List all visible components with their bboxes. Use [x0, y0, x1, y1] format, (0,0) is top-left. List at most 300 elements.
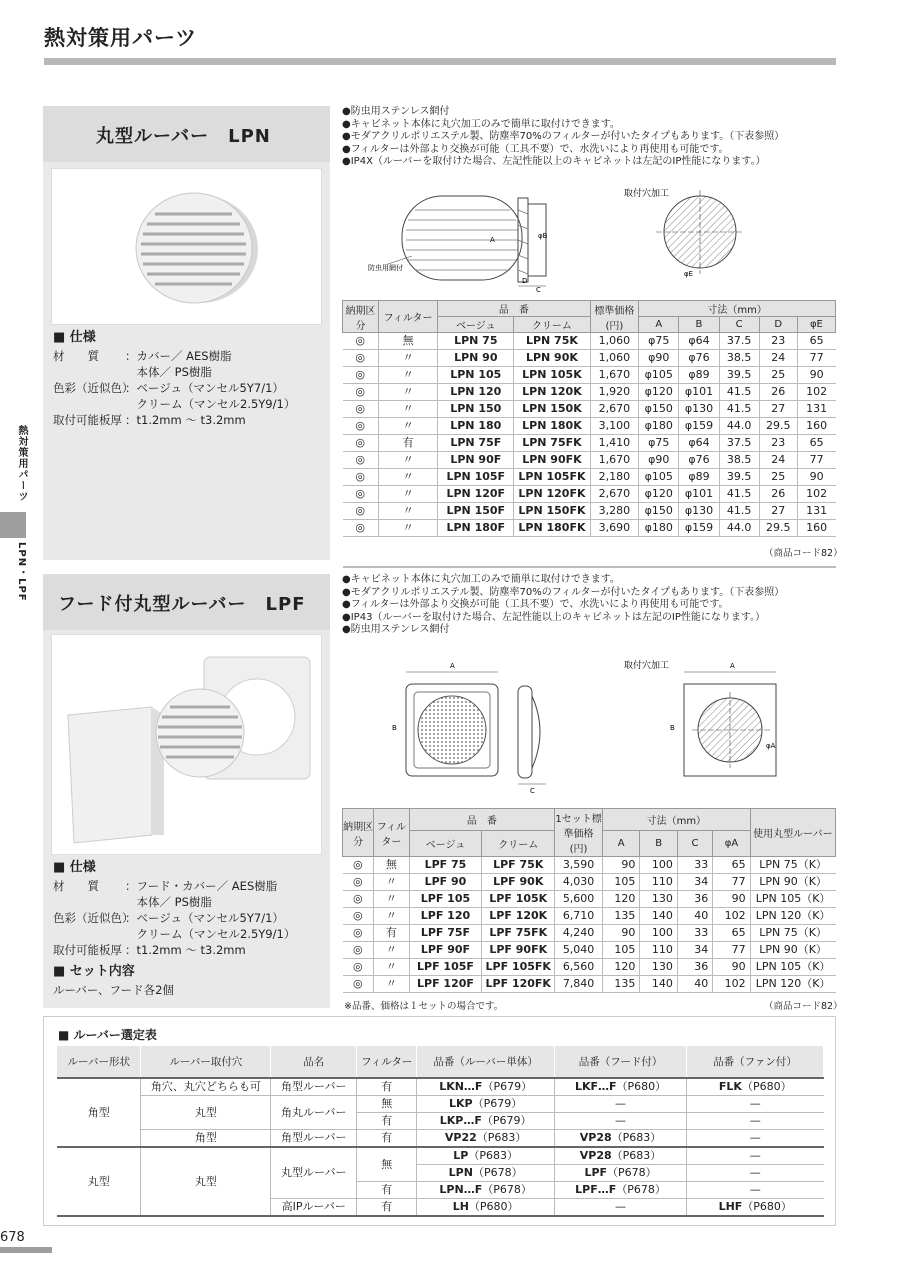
lpf-feature: ●フィルターは外部より交換が可能（工具不要）で、水洗いにより再使用も可能です。 — [342, 599, 729, 611]
sel-unit: LPN（P678） — [417, 1165, 555, 1182]
table-cell: φ120 — [639, 486, 679, 503]
table-cell: 〃 — [378, 384, 437, 401]
lpf-col-price: 1セット標準価格(円) — [555, 809, 603, 857]
table-cell: LPF 120F — [409, 976, 482, 993]
lpf-feature: ●防虫用ステンレス網付 — [342, 624, 450, 636]
table-cell: φ89 — [679, 367, 719, 384]
sel-hood: — — [555, 1113, 687, 1130]
table-cell: LPN 150FK — [514, 503, 590, 520]
table-cell: 1,060 — [590, 333, 639, 350]
sel-fan: FLK（P680） — [687, 1078, 824, 1096]
table-cell: 77 — [797, 452, 835, 469]
sel-name: 角型ルーバー — [271, 1130, 357, 1148]
table-cell: 26 — [759, 486, 797, 503]
table-cell: φ64 — [679, 333, 719, 350]
section-divider — [343, 566, 836, 568]
lpn-spec — [53, 330, 295, 428]
table-cell: 29.5 — [759, 520, 797, 537]
table-cell: 〃 — [374, 891, 409, 908]
lpf-col-b: B — [640, 831, 677, 857]
table-cell: LPN 105FK — [514, 469, 590, 486]
table-cell: LPN 75（K） — [750, 925, 835, 942]
table-cell: LPN 75F — [438, 435, 514, 452]
table-cell: 4,030 — [555, 874, 603, 891]
sel-shape-square: 角型 — [57, 1078, 141, 1147]
table-cell: φ180 — [639, 418, 679, 435]
lpf-spec-value: クリーム（マンセル2.5Y9/1） — [125, 927, 296, 941]
page-number-bar — [0, 1247, 52, 1253]
lpn-hole-label: 取付穴加工 — [624, 189, 670, 199]
sel-fan: LHF（P680） — [687, 1199, 824, 1217]
page-number: 678 — [0, 1230, 25, 1245]
table-cell: 1,670 — [590, 367, 639, 384]
table-cell: 65 — [797, 435, 835, 452]
table-cell: LPF 90K — [482, 874, 555, 891]
table-cell: 105 — [602, 942, 639, 959]
table-cell: LPF 105K — [482, 891, 555, 908]
table-cell: 7,840 — [555, 976, 603, 993]
lpf-feature-list — [342, 574, 784, 637]
table-cell: 無 — [374, 857, 409, 874]
sel-unit: LKP…F（P679） — [417, 1113, 555, 1130]
table-cell: LPN 105K — [514, 367, 590, 384]
table-cell: φ75 — [639, 435, 679, 452]
table-cell: LPN 150 — [438, 401, 514, 418]
table-cell: LPN 105 — [438, 367, 514, 384]
table-cell: φ120 — [639, 384, 679, 401]
lpn-spec-key — [53, 396, 125, 412]
sel-filter: 有 — [357, 1130, 417, 1148]
lpn-dim-e: φE — [684, 270, 694, 278]
lpf-col-filter: フィルター — [374, 809, 409, 857]
table-cell: ◎ — [343, 435, 379, 452]
table-cell: ◎ — [343, 469, 379, 486]
table-cell: LPF 105 — [409, 891, 482, 908]
table-cell: ◎ — [343, 942, 374, 959]
table-cell: LPN 90 — [438, 350, 514, 367]
table-cell: 44.0 — [719, 520, 759, 537]
table-cell: 25 — [759, 367, 797, 384]
lpf-dim-c: C — [530, 787, 535, 795]
table-cell: φ105 — [639, 367, 679, 384]
table-cell: 135 — [602, 976, 639, 993]
lpn-col-b: B — [679, 317, 719, 333]
table-row — [343, 418, 836, 435]
lpf-col-use: 使用丸型ルーバー — [750, 809, 835, 857]
table-cell: ◎ — [343, 333, 379, 350]
lpn-dim-d: D — [522, 277, 528, 285]
selection-title: ■ ルーバー選定表 — [58, 1028, 157, 1042]
sel-filter: 有 — [357, 1199, 417, 1217]
table-cell: 1,670 — [590, 452, 639, 469]
table-cell: 102 — [797, 486, 835, 503]
table-row — [343, 350, 836, 367]
table-cell: ◎ — [343, 384, 379, 401]
table-row — [343, 401, 836, 418]
table-cell: φ76 — [679, 452, 719, 469]
table-cell: LPF 90FK — [482, 942, 555, 959]
sel-col-hole: ルーバー取付穴 — [141, 1046, 271, 1078]
table-cell: 23 — [759, 435, 797, 452]
table-row — [343, 908, 836, 925]
lpf-feature: ●キャビネット本体に丸穴加工のみで簡単に取付けできます。 — [342, 574, 620, 585]
table-cell: LPN 105（K） — [750, 959, 835, 976]
selection-table — [57, 1046, 824, 1217]
lpn-product-photo — [51, 168, 322, 325]
table-cell: LPF 90 — [409, 874, 482, 891]
page-title: 熱対策用パーツ — [44, 26, 198, 50]
lpn-dimension-diagram — [340, 180, 840, 300]
table-cell: 3,280 — [590, 503, 639, 520]
table-cell: 2,670 — [590, 401, 639, 418]
table-cell: 34 — [677, 942, 712, 959]
table-row — [343, 333, 836, 350]
table-cell: LPF 120 — [409, 908, 482, 925]
table-cell: 33 — [677, 925, 712, 942]
table-cell: LPN 90（K） — [750, 874, 835, 891]
table-cell: 102 — [713, 976, 750, 993]
table-cell: 102 — [713, 908, 750, 925]
table-cell: 〃 — [378, 418, 437, 435]
table-cell: LPF 75FK — [482, 925, 555, 942]
table-cell: LPN 90K — [514, 350, 590, 367]
lpn-spec-value: クリーム（マンセル2.5Y9/1） — [125, 397, 296, 411]
table-row — [343, 976, 836, 993]
side-tab-models: LPN・LPF — [16, 542, 27, 602]
lpn-feature: ●フィルターは外部より交換が可能（工具不要）で、水洗いにより再使用も可能です。 — [342, 143, 729, 155]
sel-fan: — — [687, 1182, 824, 1199]
sel-fan: — — [687, 1113, 824, 1130]
lpn-feature: ●キャビネット本体に丸穴加工のみで簡単に取付けできます。 — [342, 118, 620, 130]
sel-hole: 角型 — [141, 1130, 271, 1148]
sel-fan: — — [687, 1096, 824, 1113]
lpn-col-c: C — [719, 317, 759, 333]
table-cell: 27 — [759, 401, 797, 418]
table-cell: 100 — [640, 925, 677, 942]
table-cell: LPF 105F — [409, 959, 482, 976]
lpn-spec-value: ：ベージュ（マンセル5Y7/1） — [125, 381, 284, 395]
table-cell: 有 — [378, 435, 437, 452]
table-cell: 44.0 — [719, 418, 759, 435]
table-cell: 131 — [797, 503, 835, 520]
table-cell: 〃 — [378, 520, 437, 537]
table-cell: ◎ — [343, 925, 374, 942]
table-cell: LPN 180F — [438, 520, 514, 537]
table-cell: 2,670 — [590, 486, 639, 503]
table-cell: φ180 — [639, 520, 679, 537]
sel-col-shape: ルーバー形状 — [57, 1046, 141, 1078]
table-cell: LPN 150F — [438, 503, 514, 520]
sel-shape-round: 丸型 — [57, 1147, 141, 1216]
sel-name: 丸型ルーバー — [271, 1147, 357, 1199]
lpf-dim-a: A — [450, 662, 455, 670]
table-cell: 105 — [602, 874, 639, 891]
table-cell: 39.5 — [719, 469, 759, 486]
table-cell: 1,060 — [590, 350, 639, 367]
table-cell: ◎ — [343, 452, 379, 469]
lpf-spec-value: ：フード・カバー／ AES樹脂 — [125, 879, 278, 893]
table-cell: LPN 75K — [514, 333, 590, 350]
lpn-spec-value: ：カバー／ AES樹脂 — [125, 349, 232, 363]
sel-hood: LPF（P678） — [555, 1165, 687, 1182]
lpn-spec-key: 色彩（近似色） — [53, 381, 134, 395]
table-row — [343, 959, 836, 976]
table-cell: LPN 105（K） — [750, 891, 835, 908]
table-cell: 〃 — [374, 908, 409, 925]
table-cell: 77 — [713, 942, 750, 959]
lpn-col-dims: 寸法（mm） — [639, 301, 836, 317]
sel-unit: LH（P680） — [417, 1199, 555, 1217]
lpn-spec-value: ：t1.2mm ～ t3.2mm — [125, 413, 246, 427]
table-cell: ◎ — [343, 908, 374, 925]
lpn-spec-key: 取付可能板厚 — [53, 413, 122, 427]
lpf-set-heading: ■ セット内容 — [53, 964, 135, 979]
table-cell: φ64 — [679, 435, 719, 452]
table-cell: LPF 90F — [409, 942, 482, 959]
table-cell: 無 — [378, 333, 437, 350]
table-cell: 有 — [374, 925, 409, 942]
lpf-col-phi-a: φA — [713, 831, 750, 857]
table-cell: 6,710 — [555, 908, 603, 925]
table-cell: 〃 — [374, 942, 409, 959]
table-cell: 6,560 — [555, 959, 603, 976]
lpn-col-beige: ベージュ — [438, 317, 514, 333]
table-cell: 26 — [759, 384, 797, 401]
table-cell: LPF 75 — [409, 857, 482, 874]
lpn-col-cream: クリーム — [514, 317, 590, 333]
table-row — [343, 925, 836, 942]
sel-col-unit: 品番（ルーバー単体） — [417, 1046, 555, 1078]
lpn-col-e: φE — [797, 317, 835, 333]
table-cell: 130 — [640, 891, 677, 908]
table-cell: φ130 — [679, 401, 719, 418]
table-cell: 29.5 — [759, 418, 797, 435]
table-cell: ◎ — [343, 520, 379, 537]
table-cell: 34 — [677, 874, 712, 891]
table-cell: ◎ — [343, 874, 374, 891]
table-cell: 41.5 — [719, 503, 759, 520]
table-cell: 37.5 — [719, 333, 759, 350]
table-cell: LPN 75（K） — [750, 857, 835, 874]
table-row — [343, 891, 836, 908]
lpf-set-note: ※品番、価格は１セットの場合です。 — [344, 1001, 504, 1012]
table-cell: LPN 75 — [438, 333, 514, 350]
table-cell: 40 — [677, 976, 712, 993]
lpf-col-a: A — [602, 831, 639, 857]
table-cell: ◎ — [343, 959, 374, 976]
sel-col-fan: 品番（ファン付） — [687, 1046, 824, 1078]
sel-filter: 無 — [357, 1096, 417, 1113]
table-cell: LPN 90F — [438, 452, 514, 469]
sel-hood: VP28（P683） — [555, 1130, 687, 1148]
table-cell: ◎ — [343, 401, 379, 418]
table-cell: φ159 — [679, 418, 719, 435]
table-cell: 102 — [797, 384, 835, 401]
lpf-title: フード付丸型ルーバー LPF — [58, 594, 306, 615]
sel-fan: — — [687, 1165, 824, 1182]
table-cell: 2,180 — [590, 469, 639, 486]
table-cell: LPN 105F — [438, 469, 514, 486]
table-cell: φ76 — [679, 350, 719, 367]
table-cell: 3,100 — [590, 418, 639, 435]
table-cell: 〃 — [378, 503, 437, 520]
lpn-col-filter: フィルター — [378, 301, 437, 333]
table-cell: ◎ — [343, 891, 374, 908]
table-cell: 3,690 — [590, 520, 639, 537]
table-cell: φ130 — [679, 503, 719, 520]
table-cell: ◎ — [343, 418, 379, 435]
lpn-spec-key — [53, 364, 125, 380]
sel-filter: 有 — [357, 1113, 417, 1130]
sel-col-filter: フィルター — [357, 1046, 417, 1078]
side-tab-category: 熱対策用パーツ — [16, 425, 27, 502]
table-cell: 41.5 — [719, 401, 759, 418]
lpf-col-delivery: 納期区分 — [343, 809, 374, 857]
table-cell: φ101 — [679, 486, 719, 503]
sel-fan: — — [687, 1130, 824, 1148]
table-row — [343, 503, 836, 520]
table-cell: 65 — [797, 333, 835, 350]
table-row — [343, 367, 836, 384]
lpn-col-a: A — [639, 317, 679, 333]
table-cell: φ89 — [679, 469, 719, 486]
sel-unit: LKN…F（P679） — [417, 1078, 555, 1096]
table-cell: 77 — [713, 874, 750, 891]
sel-col-hood: 品番（フード付） — [555, 1046, 687, 1078]
table-cell: φ101 — [679, 384, 719, 401]
table-cell: LPN 180FK — [514, 520, 590, 537]
table-cell: 23 — [759, 333, 797, 350]
table-cell: ◎ — [343, 350, 379, 367]
table-cell: 90 — [602, 857, 639, 874]
table-cell: 65 — [713, 857, 750, 874]
table-cell: 100 — [640, 857, 677, 874]
table-cell: 110 — [640, 874, 677, 891]
lpn-feature: ●防虫用ステンレス網付 — [342, 106, 450, 117]
lpf-spec-value: 本体／ PS樹脂 — [125, 895, 212, 909]
sel-hole: 角穴、丸穴どちらも可 — [141, 1078, 271, 1096]
sel-hood: VP28（P683） — [555, 1147, 687, 1165]
table-cell: ◎ — [343, 486, 379, 503]
table-cell: 〃 — [374, 959, 409, 976]
lpn-title: 丸型ルーバー LPN — [96, 126, 271, 147]
table-cell: 90 — [797, 367, 835, 384]
lpf-code-note: （商品コード82） — [764, 1001, 843, 1012]
sel-hole: 丸型 — [141, 1096, 271, 1130]
sel-name: 高IPルーバー — [271, 1199, 357, 1217]
side-tab-marker — [0, 512, 26, 538]
table-cell: 160 — [797, 520, 835, 537]
table-cell: 〃 — [378, 350, 437, 367]
table-row — [343, 486, 836, 503]
lpn-dim-a: A — [490, 236, 495, 244]
table-cell: ◎ — [343, 976, 374, 993]
lpn-feature: ●IP4X（ルーバーを取付けた場合、左記性能以上のキャビネットは左記のIP性能になります。） — [342, 156, 766, 168]
table-cell: LPF 120FK — [482, 976, 555, 993]
table-cell: LPN 150K — [514, 401, 590, 418]
lpf-dimension-diagram — [380, 656, 840, 796]
lpn-col-part: 品 番 — [438, 301, 590, 317]
table-cell: ◎ — [343, 857, 374, 874]
lpf-spec-key: 材 質 — [53, 879, 99, 893]
table-cell: 120 — [602, 959, 639, 976]
table-cell: 120 — [602, 891, 639, 908]
table-row — [343, 469, 836, 486]
table-cell: 27 — [759, 503, 797, 520]
table-cell: LPN 90FK — [514, 452, 590, 469]
sel-name: 角丸ルーバー — [271, 1096, 357, 1130]
table-cell: LPF 75K — [482, 857, 555, 874]
lpn-col-delivery: 納期区分 — [343, 301, 379, 333]
table-cell: LPN 120（K） — [750, 908, 835, 925]
table-cell: LPN 180 — [438, 418, 514, 435]
table-row — [343, 857, 836, 874]
lpf-dim-b2: B — [670, 724, 675, 732]
table-cell: LPN 180K — [514, 418, 590, 435]
sel-unit: VP22（P683） — [417, 1130, 555, 1148]
table-cell: LPN 120 — [438, 384, 514, 401]
table-cell: φ90 — [639, 452, 679, 469]
table-cell: φ90 — [639, 350, 679, 367]
lpn-feature: ●モダアクリルポリエステル製、防塵率70%のフィルターが付いたタイプもあります。（下表参照） — [342, 131, 785, 143]
sel-name: 角型ルーバー — [271, 1078, 357, 1096]
sel-unit: LKP（P679） — [417, 1096, 555, 1113]
table-cell: 77 — [797, 350, 835, 367]
table-cell: LPN 120F — [438, 486, 514, 503]
lpn-feature-list — [342, 106, 784, 169]
table-cell: 140 — [640, 908, 677, 925]
lpf-product-table — [342, 808, 836, 993]
lpf-feature: ●IP43（ルーバーを取付けた場合、左記性能以上のキャビネットは左記のIP性能になります。） — [342, 611, 766, 623]
table-cell: LPN 120FK — [514, 486, 590, 503]
lpf-set-text: ルーバー、フード各2個 — [53, 983, 174, 997]
lpf-spec-key — [53, 926, 125, 942]
table-cell: φ150 — [639, 401, 679, 418]
table-cell: 39.5 — [719, 367, 759, 384]
table-cell: φ159 — [679, 520, 719, 537]
lpf-spec-heading: ■ 仕様 — [53, 860, 96, 875]
table-cell: LPF 105FK — [482, 959, 555, 976]
table-row — [343, 384, 836, 401]
sel-unit: LP（P683） — [417, 1147, 555, 1165]
table-cell: 〃 — [374, 976, 409, 993]
table-cell: 110 — [640, 942, 677, 959]
lpf-dim-phi-a: φA — [766, 742, 776, 750]
lpf-spec-value: ：t1.2mm ～ t3.2mm — [125, 943, 246, 957]
table-cell: 〃 — [378, 452, 437, 469]
table-cell: 37.5 — [719, 435, 759, 452]
sel-hood: LKF…F（P680） — [555, 1078, 687, 1096]
table-cell: LPF 75F — [409, 925, 482, 942]
lpf-spec-value: ：ベージュ（マンセル5Y7/1） — [125, 911, 284, 925]
table-cell: 5,040 — [555, 942, 603, 959]
table-cell: φ75 — [639, 333, 679, 350]
table-cell: 3,590 — [555, 857, 603, 874]
lpn-col-price: 標準価格(円) — [590, 301, 639, 333]
table-cell: LPN 120K — [514, 384, 590, 401]
table-cell: φ150 — [639, 503, 679, 520]
lpf-col-c: C — [677, 831, 712, 857]
lpf-feature: ●モダアクリルポリエステル製、防塵率70%のフィルターが付いたタイプもあります。（下表参照） — [342, 586, 785, 598]
table-cell: 33 — [677, 857, 712, 874]
lpf-col-dims: 寸法（mm） — [602, 809, 750, 831]
lpn-mesh-label: 防虫用網付 — [368, 264, 403, 272]
table-cell: 160 — [797, 418, 835, 435]
table-cell: ◎ — [343, 367, 379, 384]
table-cell: 〃 — [378, 469, 437, 486]
table-cell: 25 — [759, 469, 797, 486]
lpf-dim-b: B — [392, 724, 397, 732]
